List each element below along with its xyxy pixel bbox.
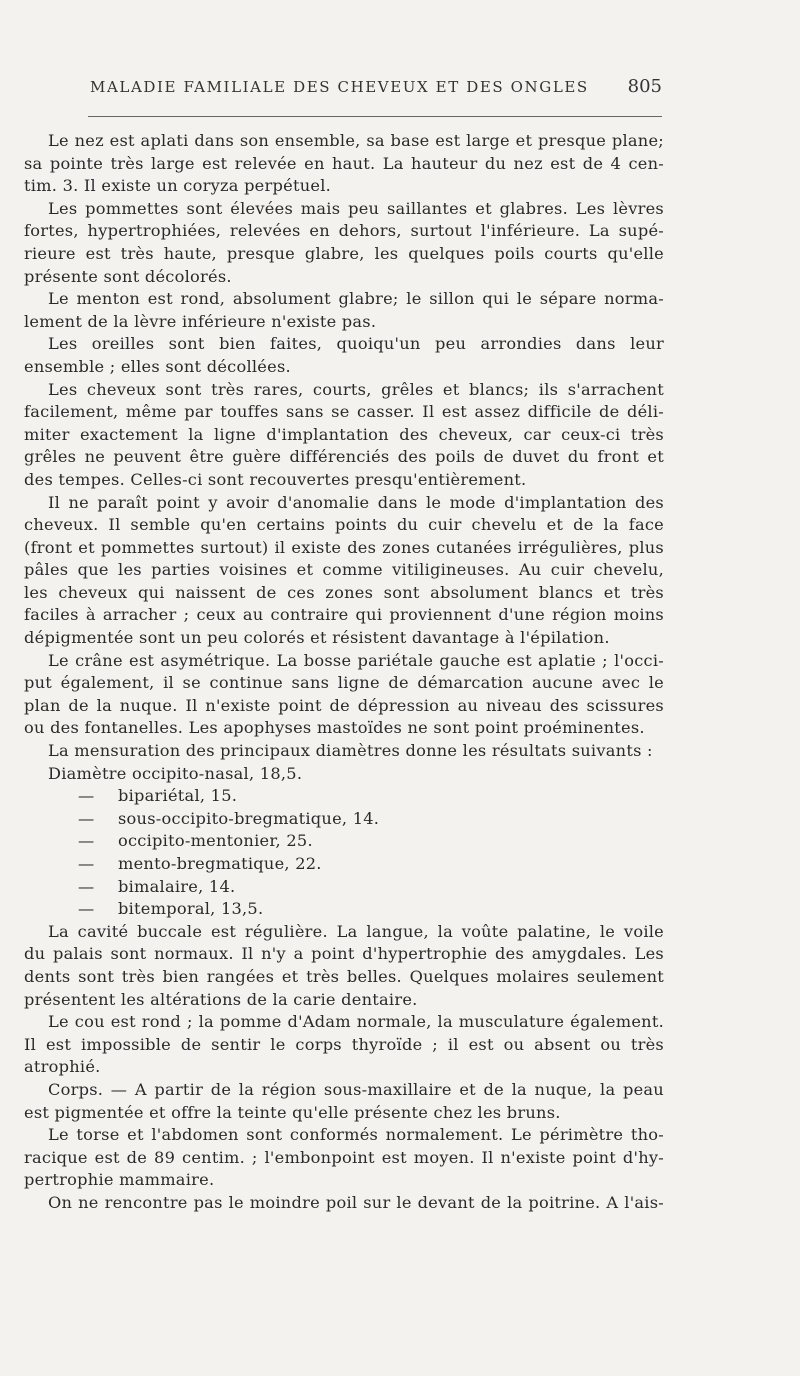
body-text [24,130,664,1215]
text-line: Il ne paraît point y avoir d'anomalie dans le mode d'implantation des [48,492,664,512]
dash-mark: — [78,854,95,873]
text-line: présentent les altérations de la carie dentaire. [24,989,418,1009]
page-number: 805 [627,76,662,97]
measurement-line [24,876,664,899]
text-line: put également, il se continue sans ligne de démarcation aucune avec le [24,673,664,693]
dash-mark: — [78,808,95,828]
running-header [90,78,662,102]
measurement-text: bipariétal, 15. [118,786,238,806]
text-line: fortes, hypertrophiées, relevées en dehors, surtout l'inférieure. La supé- [24,221,664,241]
text-line: présente sont décolorés. [24,266,232,286]
text-line: La mensuration des principaux diamètres donne les résultats suivants : [48,741,653,761]
text-line: Le torse et l'abdomen sont conformés normalement. Le périmètre tho- [48,1125,664,1145]
text-line: Le crâne est asymétrique. La bosse pariétale gauche est aplatie ; l'occi- [48,650,664,670]
text-line: Les oreilles sont bien faites, quoiqu'un peu arrondies dans leur [48,334,664,354]
text-line: dépigmentée sont un peu colorés et résistent davantage à l'épilation. [24,628,610,648]
text-line: atrophié. [24,1057,101,1077]
measurement-text: sous-occipito-bregmatique, 14. [118,808,380,828]
text-line: pertrophie mammaire. [24,1170,215,1190]
running-title: MALADIE FAMILIALE DES CHEVEUX ET DES ONGLES [90,78,589,96]
measurement-text: bimalaire, 14. [118,876,236,896]
text-line: racique est de 89 centim. ; l'embonpoint est moyen. Il n'existe point d'hy- [24,1147,664,1167]
text-line: (front et pommettes surtout) il existe des zones cutanées irrégulières, plus [24,537,664,557]
text-line: cheveux. Il semble qu'en certains points du cuir chevelu et de la face [24,515,664,535]
text-line: Diamètre occipito-nasal, 18,5. [48,763,303,783]
text-line: Le nez est aplati dans son ensemble, sa base est large et presque plane; [48,131,664,150]
text-line: des tempes. Celles-ci sont recouvertes presqu'entièrement. [24,469,527,489]
dash-mark: — [78,831,95,851]
text-line: Le cou est rond ; la pomme d'Adam normale, la musculature également. [48,1012,664,1032]
text-line: Corps. — A partir de la région sous-maxillaire et de la nuque, la peau [48,1079,664,1099]
text-line: Il est impossible de sentir le corps thyroïde ; il est ou absent ou très [24,1034,664,1054]
measurement-text: bitemporal, 13,5. [118,899,264,919]
text-line: Les cheveux sont très rares, courts, grêles et blancs; ils s'arrachent [48,379,664,399]
dash-mark: — [78,899,95,919]
text-line: pâles que les parties voisines et comme vitiligineuses. Au cuir chevelu, [24,560,664,580]
text-line: tim. 3. Il existe un coryza perpétuel. [24,176,332,196]
header-rule [88,116,662,117]
measurement-line [24,808,664,831]
measurement-line [24,898,664,921]
text-line: ou des fontanelles. Les apophyses mastoïdes ne sont point proéminentes. [24,718,645,738]
dash-mark: — [78,786,95,806]
text-line: On ne rencontre pas le moindre poil sur le devant de la poitrine. A l'ais- [48,1192,664,1212]
text-line: plan de la nuque. Il n'existe point de dépression au niveau des scissures [24,695,664,715]
measurement-line [24,830,664,853]
text-line: faciles à arracher ; ceux au contraire qui proviennent d'une région moins [24,605,664,625]
text-line: ensemble ; elles sont décollées. [24,356,291,376]
text-line: les cheveux qui naissent de ces zones sont absolument blancs et très [24,582,664,602]
text-line: dents sont très bien rangées et très belles. Quelques molaires seulement [24,966,664,986]
text-line: grêles ne peuvent être guère différenciés des poils de duvet du front et [24,447,664,467]
measurement-text: mento-bregmatique, 22. [118,854,322,873]
measurement-line [24,853,664,876]
text-line: Les pommettes sont élevées mais peu saillantes et glabres. Les lèvres [48,198,664,218]
text-line: lement de la lèvre inférieure n'existe pas. [24,311,377,331]
text-line: sa pointe très large est relevée en haut. La hauteur du nez est de 4 cen- [24,153,664,173]
measurement-line [24,785,664,808]
text-line: miter exactement la ligne d'implantation des cheveux, car ceux-ci très [24,424,664,444]
text-line: rieure est très haute, presque glabre, les quelques poils courts qu'elle [24,243,664,263]
text-line: est pigmentée et offre la teinte qu'elle présente chez les bruns. [24,1102,561,1122]
text-line: Le menton est rond, absolument glabre; le sillon qui le sépare norma- [48,289,664,309]
text-line: du palais sont normaux. Il n'y a point d'hypertrophie des amygdales. Les [24,944,664,964]
text-line: La cavité buccale est régulière. La langue, la voûte palatine, le voile [48,921,664,941]
text-line: facilement, même par touffes sans se casser. Il est assez difficile de déli- [24,402,664,422]
dash-mark: — [78,876,95,896]
measurement-text: occipito-mentonier, 25. [118,831,313,851]
